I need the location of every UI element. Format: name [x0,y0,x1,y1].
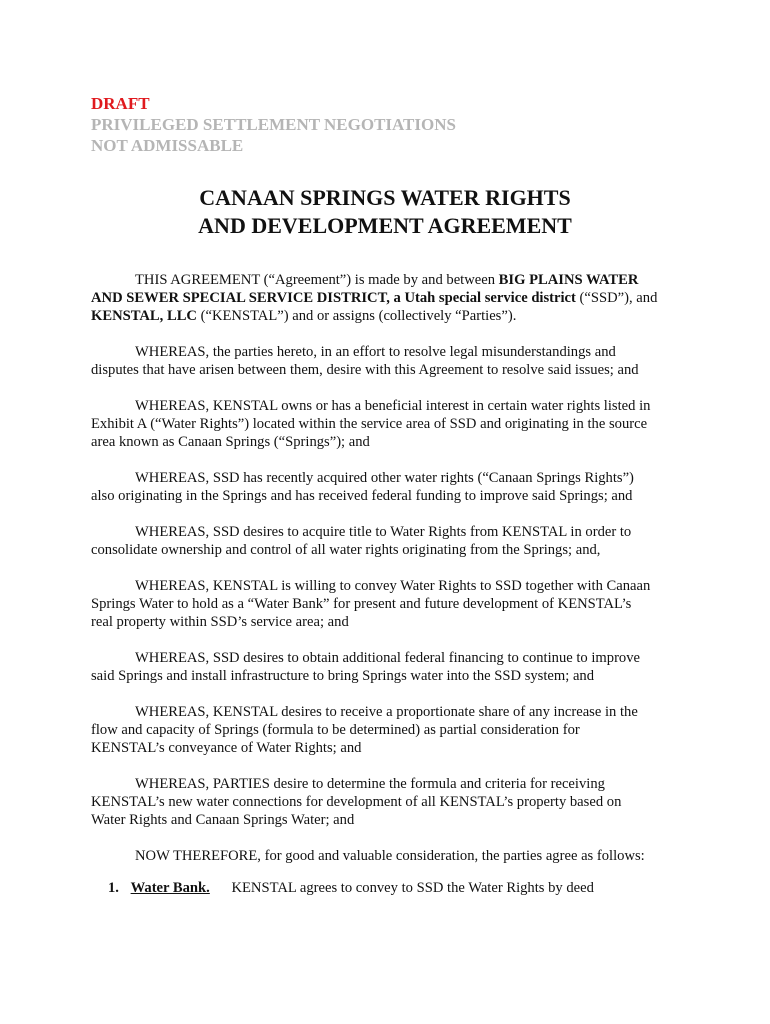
recital-line: real property within SSD’s service area; and [91,614,349,630]
intro-line-1 [91,271,661,289]
district-name-part-2: AND SEWER SPECIAL SERVICE DISTRICT, a Utah special service district [91,290,576,306]
recital-line: Water Rights and Canaan Springs Water; and [91,812,355,828]
recital-line: WHEREAS, SSD desires to obtain additional federal financing to continue to improve [135,650,641,666]
intro-text-d: (“SSD”), and [575,290,658,306]
recital-line: WHEREAS, SSD desires to acquire title to Water Rights from KENSTAL in order to [135,524,632,540]
recital-line: KENSTAL’s conveyance of Water Rights; and [91,740,362,756]
recital-line: WHEREAS, PARTIES desire to determine the formula and criteria for receiving [135,776,605,792]
document-header [91,93,456,156]
intro-line-2 [91,289,661,307]
recitals [91,343,661,865]
recital-paragraph [91,343,661,379]
recital-line: Springs Water to hold as a “Water Bank” for present and future development of KENSTAL’s [91,596,632,612]
recital-line: WHEREAS, SSD has recently acquired other water rights (“Canaan Springs Rights”) [135,470,634,486]
kenstal-name: KENSTAL, LLC [91,308,197,324]
intro-paragraph [91,271,661,325]
recital-paragraph [91,649,661,685]
recital-line: consolidate ownership and control of all water rights originating from the Springs; and, [91,542,601,558]
recital-line: Exhibit A (“Water Rights”) located within the service area of SSD and originating in the source [91,416,648,432]
recital-line: KENSTAL’s new water connections for development of all KENSTAL’s property based on [91,794,622,810]
privileged-notice: PRIVILEGED SETTLEMENT NEGOTIATIONS [91,115,456,134]
recital-line: WHEREAS, KENSTAL desires to receive a proportionate share of any increase in the [135,704,638,720]
section-1-text: KENSTAL agrees to convey to SSD the Water Rights by deed [231,880,594,896]
recital-line: flow and capacity of Springs (formula to be determined) as partial consideration for [91,722,580,738]
intro-text-f: (“KENSTAL”) and or assigns (collectively “Parties”). [196,308,517,324]
recital-line: area known as Canaan Springs (“Springs”); and [91,434,370,450]
document-title [0,184,770,240]
recital-paragraph [91,577,661,631]
section-1-heading: Water Bank. [130,880,210,896]
recital-line: WHEREAS, KENSTAL is willing to convey Water Rights to SSD together with Canaan [135,578,651,594]
recital-line: NOW THEREFORE, for good and valuable consideration, the parties agree as follows: [135,848,645,864]
recital-line: WHEREAS, the parties hereto, in an effort to resolve legal misunderstandings and [135,344,616,360]
recital-line: disputes that have arisen between them, desire with this Agreement to resolve said issues; and [91,362,639,378]
recital-paragraph [91,523,661,559]
recital-line: WHEREAS, KENSTAL owns or has a beneficial interest in certain water rights listed in [135,398,651,414]
recital-paragraph [91,847,661,865]
intro-text-a: THIS AGREEMENT (“Agreement”) is made by and between [135,272,499,288]
section-1-number: 1. [108,880,119,896]
section-1 [108,879,594,897]
recital-paragraph [91,775,661,829]
title-line-1: CANAAN SPRINGS WATER RIGHTS [199,185,571,210]
district-name-part-1: BIG PLAINS WATER [498,272,639,288]
agreement-body [91,271,661,865]
recital-paragraph [91,397,661,451]
intro-line-3 [91,307,661,325]
draft-label: DRAFT [91,94,150,113]
not-admissable-notice: NOT ADMISSABLE [91,136,244,155]
recital-line: said Springs and install infrastructure to bring Springs water into the SSD system; and [91,668,595,684]
recital-paragraph [91,703,661,757]
recital-line: also originating in the Springs and has received federal funding to improve said Springs; and [91,488,633,504]
title-line-2: AND DEVELOPMENT AGREEMENT [198,213,572,238]
recital-paragraph [91,469,661,505]
